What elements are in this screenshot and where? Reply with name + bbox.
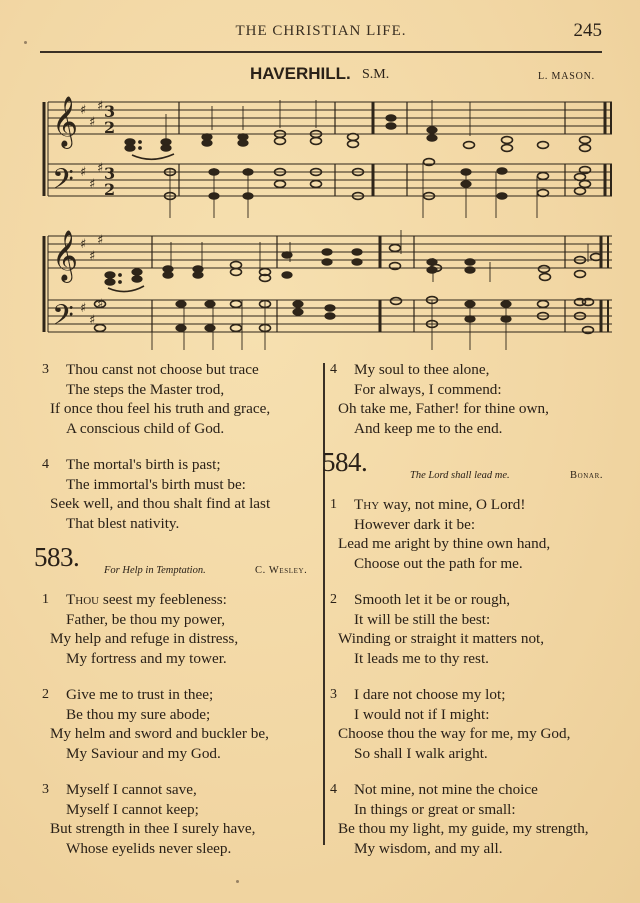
svg-text:♯: ♯ — [80, 165, 87, 180]
tune-title: HAVERHILL. — [250, 64, 351, 83]
verse-line: So shall I walk aright. — [354, 744, 488, 762]
stanza — [40, 780, 340, 858]
svg-text:♯: ♯ — [80, 103, 87, 118]
stanza-number: 1 — [42, 592, 49, 607]
stanza — [40, 590, 340, 668]
verse-line: My wisdom, and my all. — [354, 839, 503, 857]
verse-line: I dare not choose my lot; — [354, 686, 506, 703]
verse-line: Be thou my light, my guide, my strength, — [338, 820, 589, 837]
verse-line: That blest nativity. — [66, 514, 180, 532]
stanza-number: 1 — [330, 497, 337, 512]
stanza — [328, 590, 628, 668]
verse-line: And keep me to the end. — [354, 419, 503, 437]
stanza — [40, 455, 340, 533]
verse-line: My soul to thee alone, — [354, 361, 490, 378]
stanza — [40, 360, 340, 438]
stanza-number: 2 — [42, 687, 49, 702]
verse-line: Seek well, and thou shalt find at last — [50, 495, 271, 512]
svg-text:♯: ♯ — [80, 237, 87, 252]
hymn-number: 584. — [322, 447, 368, 477]
verse-line: It will be still the best: — [354, 610, 491, 628]
stanza-number: 4 — [330, 362, 337, 377]
header-rule — [40, 51, 602, 53]
svg-text:♯: ♯ — [80, 301, 87, 316]
verse-line: Oh take me, Father! for thine own, — [338, 400, 549, 417]
stanza — [328, 780, 628, 858]
verse-line: Whose eyelids never sleep. — [66, 839, 232, 857]
left-column — [34, 360, 340, 875]
tune-meter: S.M. — [362, 67, 390, 82]
stanza-number: 4 — [330, 782, 337, 797]
svg-text:♯: ♯ — [97, 161, 104, 176]
stanza-number: 2 — [330, 592, 337, 607]
paper-speck — [24, 41, 27, 44]
verse-line: The mortal's birth is past; — [66, 456, 221, 473]
verse-line: I would not if I might: — [354, 705, 490, 723]
stanza-number: 3 — [42, 782, 49, 797]
tune-composer: L. MASON. — [538, 71, 595, 82]
treble-clef-icon: 𝄞 — [52, 230, 79, 281]
hymn-author: Bonar. — [570, 470, 604, 481]
verse-line: My help and refuge in distress, — [50, 630, 239, 647]
verse-line: The steps the Master trod, — [66, 380, 225, 398]
verse-line: But strength in thee I surely have, — [50, 820, 256, 837]
treble-clef-icon: 𝄞 — [52, 96, 79, 147]
verse-line: My Saviour and my God. — [66, 744, 221, 762]
bass-clef-icon: 𝄢 — [52, 299, 74, 339]
verse-line-rest: way, not mine, O Lord! — [379, 496, 526, 513]
verse-line: The immortal's birth must be: — [66, 475, 246, 493]
svg-text:♯: ♯ — [89, 313, 96, 328]
verse-line: Give me to trust in thee; — [66, 686, 214, 703]
svg-text:3: 3 — [104, 102, 116, 121]
verse-line: Father, be thou my power, — [66, 610, 226, 628]
svg-text:3: 3 — [104, 164, 116, 183]
verse-line: Not mine, not mine the choice — [354, 781, 538, 798]
stanza — [328, 685, 628, 763]
verse-line: However dark it be: — [354, 515, 476, 533]
verse-line: For always, I commend: — [354, 380, 502, 398]
verse-line: Myself I cannot save, — [66, 781, 197, 798]
verse-line: A conscious child of God. — [66, 419, 225, 437]
svg-text:♯: ♯ — [89, 115, 96, 130]
stanza — [328, 495, 628, 573]
svg-text:2: 2 — [104, 118, 116, 137]
hymn-583-heading — [34, 542, 340, 582]
sheet-music-score — [40, 92, 620, 220]
verse-line: My helm and sword and buckler be, — [50, 725, 269, 742]
verse-line: Choose out the path for me. — [354, 554, 523, 572]
verse-line: In things or great or small: — [354, 800, 516, 818]
verse-line — [40, 590, 340, 610]
verse-line: Lead me aright by thine own hand, — [338, 535, 551, 552]
running-head — [40, 18, 602, 48]
initial-word: Thou — [66, 591, 100, 608]
hymn-number: 583. — [34, 542, 80, 572]
svg-text:♯: ♯ — [89, 249, 96, 264]
stanza-number: 3 — [330, 687, 337, 702]
hymn-subtitle: For Help in Temptation. — [104, 565, 206, 576]
verse-line-rest: seest my feebleness: — [99, 591, 227, 608]
hymn-584-heading — [322, 447, 628, 487]
verse-line: Myself I cannot keep; — [66, 800, 199, 818]
stanza-number: 4 — [42, 457, 49, 472]
running-title: THE CHRISTIAN LIFE. — [235, 23, 407, 39]
page-number: 245 — [573, 20, 602, 41]
verse-line: It leads me to thy rest. — [354, 649, 489, 667]
verse-line — [328, 495, 628, 515]
svg-text:2: 2 — [104, 180, 116, 199]
svg-text:♯: ♯ — [89, 177, 96, 192]
verse-line: Thou canst not choose but trace — [66, 361, 259, 378]
svg-text:♯: ♯ — [97, 99, 104, 114]
verse-line: Be thou my sure abode; — [66, 705, 211, 723]
hymn-author: C. Wesley. — [255, 565, 308, 576]
verse-line: My fortress and my tower. — [66, 649, 227, 667]
svg-text:♯: ♯ — [97, 297, 104, 312]
svg-text:♯: ♯ — [97, 233, 104, 248]
stanza-number: 3 — [42, 362, 49, 377]
music-system-2 — [40, 222, 620, 352]
bass-clef-icon: 𝄢 — [52, 163, 74, 203]
verse-line: Choose thou the way for me, my God, — [338, 725, 571, 742]
music-system-1 — [40, 92, 620, 220]
initial-word: Thy — [354, 496, 380, 513]
right-column — [322, 360, 628, 875]
hymn-subtitle: The Lord shall lead me. — [410, 470, 510, 481]
stanza — [328, 360, 628, 438]
verse-line: Winding or straight it matters not, — [338, 630, 545, 647]
verse-line: Smooth let it be or rough, — [354, 591, 511, 608]
sheet-music-score-2 — [40, 222, 620, 352]
stanza — [40, 685, 340, 763]
verse-line: If once thou feel his truth and grace, — [50, 400, 271, 417]
paper-speck — [236, 880, 239, 883]
